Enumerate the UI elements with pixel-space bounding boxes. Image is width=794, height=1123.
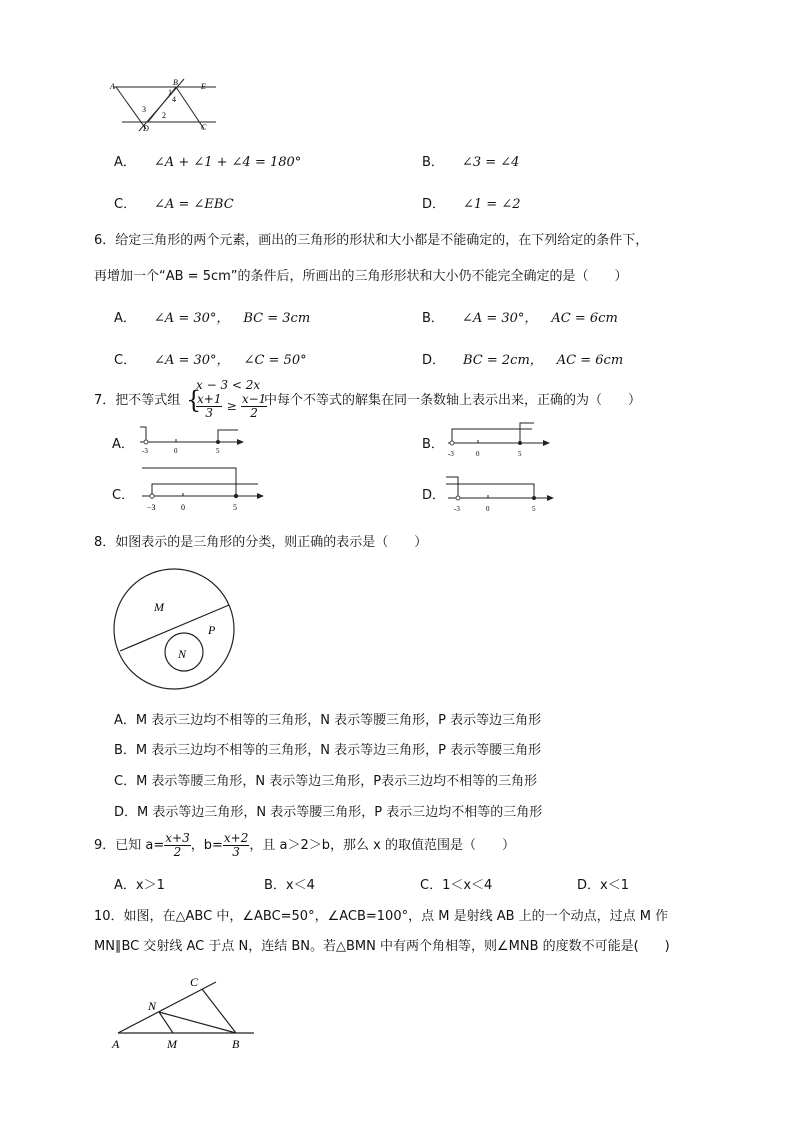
frac-1: $\frac{x+1}{3}$ — [197, 392, 222, 420]
q7a-tick-neg3: -3 — [142, 447, 148, 455]
q7-option-a-letter[interactable]: A． — [112, 437, 134, 452]
q5-option-c[interactable]: C． ∠A = ∠EBC — [114, 197, 234, 212]
q7-inequality-2: $\frac{x+1}{3}$ ≥ $\frac{x-1}{2}$ — [197, 392, 267, 420]
fig5-label-B: B — [173, 78, 178, 87]
q7d-tick-5: 5 — [532, 505, 536, 513]
fig5-angle-4: 4 — [172, 95, 176, 104]
q7-option-c-number-line[interactable] — [132, 462, 282, 516]
q7-inequality-1: x − 3 < 2x — [196, 378, 261, 392]
q10-stem-line1: 10．如图，在△ABC 中，∠ABC=50°，∠ACB=100°，点 M 是射线 AB 上的一个动点，过点 M 作 — [94, 909, 669, 924]
q6-option-a[interactable]: A． ∠A = 30°， BC = 3cm — [114, 311, 311, 326]
fig5-label-A: A — [110, 82, 115, 91]
q8-option-a[interactable]: A．M 表示三边均不相等的三角形，N 表示等腰三角形，P 表示等边三角形 — [114, 713, 542, 728]
q7a-tick-0: 0 — [174, 447, 178, 455]
q7-option-d-number-line[interactable] — [442, 468, 562, 514]
fig5-angle-1: 1 — [168, 88, 172, 97]
q7a-tick-5: 5 — [216, 447, 220, 455]
q6-stem-line1: 6．给定三角形的两个元素，画出的三角形的形状和大小都是不能确定的，在下列给定的条件下， — [94, 233, 649, 248]
fig10-label-N: N — [148, 999, 157, 1013]
fig5-angle-2: 2 — [162, 111, 166, 120]
q7b-tick-5: 5 — [518, 450, 522, 458]
q7-option-c-letter[interactable]: C． — [112, 488, 135, 503]
q7-stem-suffix: 中每个不等式的解集在同一条数轴上表示出来，正确的为（ ） — [264, 393, 642, 408]
q6-option-b[interactable]: B． ∠A = 30°， AC = 6cm — [422, 311, 618, 326]
q7-option-b-letter[interactable]: B． — [422, 437, 444, 452]
q8-option-d[interactable]: D．M 表示等边三角形，N 表示等腰三角形，P 表示三边均不相等的三角形 — [114, 805, 543, 820]
q5-option-d[interactable]: D． ∠1 = ∠2 — [422, 197, 521, 212]
fig5-label-E: E — [201, 82, 206, 91]
q7d-tick-neg3: -3 — [454, 505, 460, 513]
q9-frac-a: $\frac{x+3}{2}$ — [165, 831, 190, 859]
fig5-label-C: C — [201, 123, 207, 132]
region-n-label: N — [178, 647, 187, 661]
fig10-label-B: B — [232, 1037, 240, 1051]
q10-stem-line2: MN∥BC 交射线 AC 于点 N，连结 BN。若△BMN 中有两个角相等，则∠MNB 的度数不可能是( ) — [94, 939, 670, 954]
frac-2: $\frac{x-1}{2}$ — [241, 392, 267, 420]
q7-option-d-letter[interactable]: D． — [422, 488, 446, 503]
q9-stem: 9．已知 a= $\frac{x+3}{2}$ ，b= $\frac{x+2}{3}$ ，且 a＞2＞b，那么 x 的取值范围是（ ） — [94, 831, 515, 859]
q7d-tick-0: 0 — [486, 505, 490, 513]
q9-frac-b: $\frac{x+2}{3}$ — [223, 831, 249, 859]
triangle-classification-figure — [108, 566, 244, 696]
q8-stem: 8．如图表示的是三角形的分类，则正确的表示是（ ） — [94, 535, 428, 550]
q9-option-c[interactable]: C．1＜x＜4 — [420, 878, 493, 893]
q7c-tick-neg3: −3 — [147, 503, 156, 512]
q7c-tick-0: 0 — [181, 503, 185, 512]
q5-option-a[interactable]: A． ∠A + ∠1 + ∠4 = 180° — [114, 155, 302, 170]
fig10-label-C: C — [190, 975, 199, 989]
q9-option-b[interactable]: B．x＜4 — [264, 878, 315, 893]
q7b-tick-neg3: -3 — [448, 450, 454, 458]
q7c-tick-5: 5 — [233, 503, 237, 512]
region-m-label: M — [154, 600, 164, 614]
q8-option-c[interactable]: C．M 表示等腰三角形，N 表示等边三角形，P表示三边均不相等的三角形 — [114, 774, 538, 789]
q9-option-a[interactable]: A．x＞1 — [114, 878, 165, 893]
q8-option-b[interactable]: B．M 表示三边均不相等的三角形，N 表示等边三角形，P 表示等腰三角形 — [114, 743, 542, 758]
parallel-lines-figure — [104, 76, 222, 134]
fig10-label-A: A — [112, 1037, 120, 1051]
fig5-angle-3: 3 — [142, 105, 146, 114]
region-p-label: P — [208, 623, 216, 637]
system-brace: { — [186, 386, 202, 414]
q7-option-a-number-line[interactable] — [132, 418, 252, 458]
q7b-tick-0: 0 — [476, 450, 480, 458]
triangle-abc-figure — [108, 970, 268, 1052]
fig5-label-D: D — [143, 124, 149, 133]
q5-option-b[interactable]: B． ∠3 = ∠4 — [422, 155, 520, 170]
q7-option-b-number-line[interactable] — [442, 418, 562, 462]
q7-stem-prefix: 7．把不等式组 — [94, 393, 181, 408]
q6-option-c[interactable]: C． ∠A = 30°， ∠C = 50° — [114, 353, 307, 368]
q9-option-d[interactable]: D．x＜1 — [577, 878, 629, 893]
fig10-label-M: M — [167, 1037, 177, 1051]
q6-stem-line2: 再增加一个“AB = 5cm”的条件后，所画出的三角形形状和大小仍不能完全确定的是（ ） — [94, 269, 628, 284]
q6-option-d[interactable]: D． BC = 2cm， AC = 6cm — [422, 353, 624, 368]
